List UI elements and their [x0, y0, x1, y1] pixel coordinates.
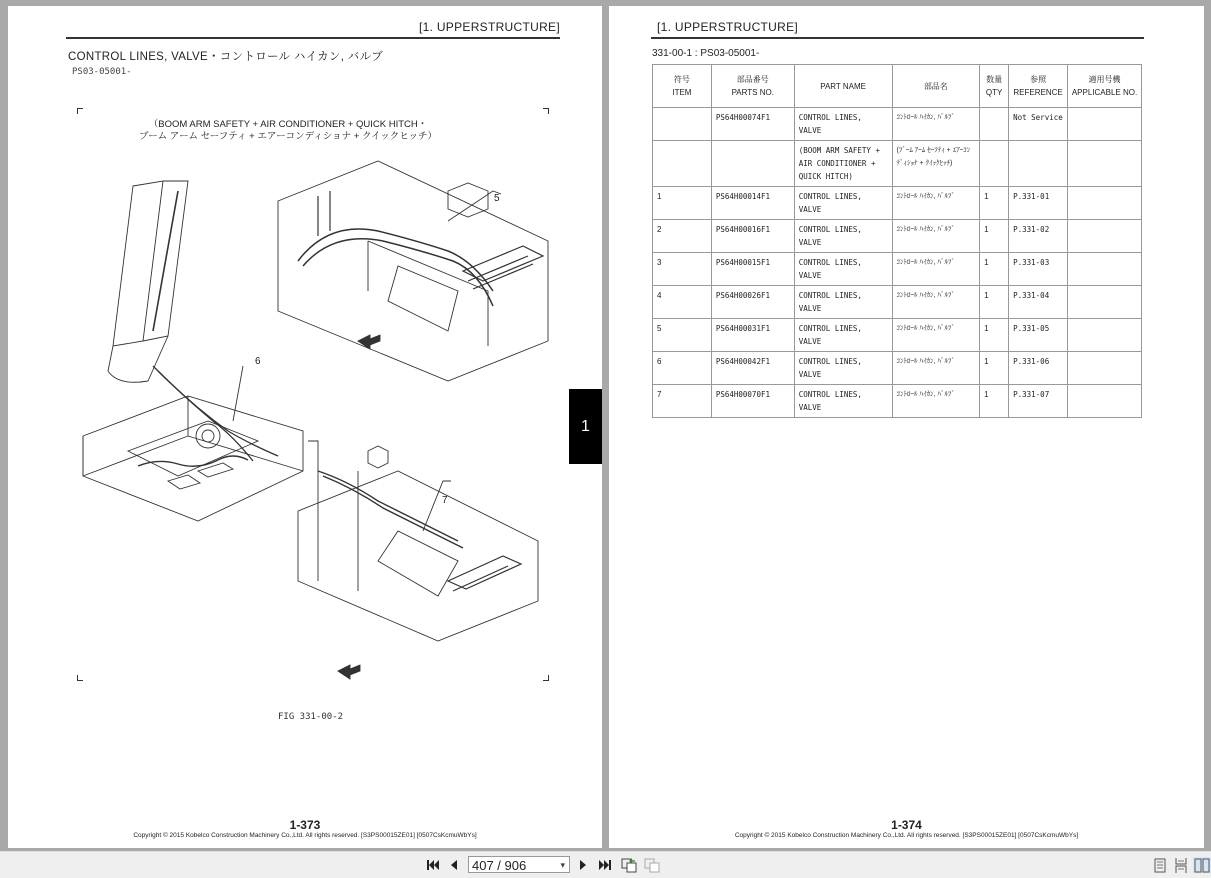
callout-7: 7	[442, 495, 448, 506]
figure-code: PS03-05001-	[72, 67, 132, 77]
table-row: (BOOM ARM SAFETY + AIR CONDITIONER + QUICK HITCH) (ﾌﾞｰﾑ ｱｰﾑ ｾｰﾌﾃｨ + ｴｱｰｺﾝﾃﾞｨｼｮﾅ + ｸｲｯｸﾋｯﾁ)	[653, 141, 1142, 187]
continuous-view-icon	[1175, 858, 1187, 873]
next-page-button[interactable]	[576, 857, 590, 873]
table-row: 4 PS64H00026F1 CONTROL LINES, VALVE ｺﾝﾄﾛｰﾙ ﾊｲｶﾝ, ﾊﾞﾙﾌﾞ 1 P.331-04	[653, 286, 1142, 319]
section-header: [1. UPPERSTRUCTURE]	[657, 20, 799, 34]
callout-5: 5	[494, 193, 500, 204]
col-parts-no: 部品番号 PARTS NO.	[711, 65, 794, 108]
table-row: PS64H00074F1 CONTROL LINES, VALVE ｺﾝﾄﾛｰﾙ ﾊｲｶﾝ, ﾊﾞﾙﾌﾞ Not Service	[653, 108, 1142, 141]
copyright: Copyright © 2015 Kobelco Construction Machinery Co.,Ltd. All rights reserved. [S3PS00015ZE01] [0507CsKcmuWbYs]	[734, 832, 1079, 839]
copyright: Copyright © 2015 Kobelco Construction Machinery Co.,Ltd. All rights reserved. [S3PS00015ZE01] [0507CsKcmuWbYs]	[133, 832, 477, 839]
back-view-icon	[621, 857, 637, 873]
next-page-icon	[578, 859, 588, 871]
col-reference: 参照 REFERENCE	[1009, 65, 1068, 108]
caption-line-2: ブーム アーム セーフティ + エアーコンディショナ + クイックヒッチ）	[138, 131, 438, 142]
first-page-icon	[426, 859, 440, 871]
viewer-toolbar	[0, 851, 1211, 878]
page-number: 1-374	[891, 818, 922, 832]
figure-caption	[108, 119, 468, 143]
chapter-tab: 1	[569, 389, 602, 464]
last-page-button[interactable]	[597, 857, 613, 873]
table-row: 1 PS64H00014F1 CONTROL LINES, VALVE ｺﾝﾄﾛｰﾙ ﾊｲｶﾝ, ﾊﾞﾙﾌﾞ 1 P.331-01	[653, 187, 1142, 220]
section-header: [1. UPPERSTRUCTURE]	[418, 20, 560, 34]
forward-view-icon	[644, 857, 660, 873]
table-row: 7 PS64H00070F1 CONTROL LINES, VALVE ｺﾝﾄﾛｰﾙ ﾊｲｶﾝ, ﾊﾞﾙﾌﾞ 1 P.331-07	[653, 385, 1142, 418]
col-qty: 数量 QTY	[980, 65, 1009, 108]
facing-pages-view-icon	[1194, 858, 1210, 873]
col-applicable: 適用号機 APPLICABLE NO.	[1068, 65, 1142, 108]
forward-view-button[interactable]	[643, 857, 661, 873]
first-page-button[interactable]	[425, 857, 441, 873]
single-page-view-icon	[1154, 858, 1166, 873]
sub-header: 331-00-1 : PS03-05001-	[652, 48, 760, 59]
table-row: 5 PS64H00031F1 CONTROL LINES, VALVE ｺﾝﾄﾛｰﾙ ﾊｲｶﾝ, ﾊﾞﾙﾌﾞ 1 P.331-05	[653, 319, 1142, 352]
chevron-down-icon[interactable]: ▾	[560, 860, 565, 870]
table-header-row	[653, 65, 1142, 108]
facing-pages-view-button[interactable]	[1193, 857, 1211, 873]
continuous-view-button[interactable]	[1173, 857, 1189, 873]
page-title: CONTROL LINES, VALVE・コントロール ハイカン, バルブ	[68, 51, 384, 63]
crop-mark	[77, 108, 83, 114]
page-number-value: 407 / 906	[472, 858, 527, 873]
prev-page-icon	[449, 859, 459, 871]
prev-page-button[interactable]	[447, 857, 461, 873]
caption-line-1: （BOOM ARM SAFETY + AIR CONDITIONER + QUICK HITCH・	[148, 119, 428, 130]
table-row: 6 PS64H00042F1 CONTROL LINES, VALVE ｺﾝﾄﾛｰﾙ ﾊｲｶﾝ, ﾊﾞﾙﾌﾞ 1 P.331-06	[653, 352, 1142, 385]
last-page-icon	[598, 859, 612, 871]
left-page	[8, 6, 602, 848]
callout-6: 6	[255, 356, 261, 367]
crop-mark	[543, 108, 549, 114]
parts-diagram	[68, 141, 558, 681]
back-view-button[interactable]	[620, 857, 638, 873]
page-number-field[interactable]	[468, 856, 570, 873]
col-jp-name: 部品名	[892, 65, 980, 108]
parts-table	[652, 64, 1142, 418]
figure-label: FIG 331-00-2	[278, 712, 344, 722]
table-row: 2 PS64H00016F1 CONTROL LINES, VALVE ｺﾝﾄﾛｰﾙ ﾊｲｶﾝ, ﾊﾞﾙﾌﾞ 1 P.331-02	[653, 220, 1142, 253]
col-part-name: PART NAME	[794, 65, 892, 108]
col-item: 符号 ITEM	[653, 65, 712, 108]
single-page-view-button[interactable]	[1152, 857, 1168, 873]
page-number: 1-373	[289, 818, 321, 832]
right-page	[609, 6, 1204, 848]
header-rule	[651, 37, 1144, 39]
table-row: 3 PS64H00015F1 CONTROL LINES, VALVE ｺﾝﾄﾛｰﾙ ﾊｲｶﾝ, ﾊﾞﾙﾌﾞ 1 P.331-03	[653, 253, 1142, 286]
header-rule	[66, 37, 560, 39]
